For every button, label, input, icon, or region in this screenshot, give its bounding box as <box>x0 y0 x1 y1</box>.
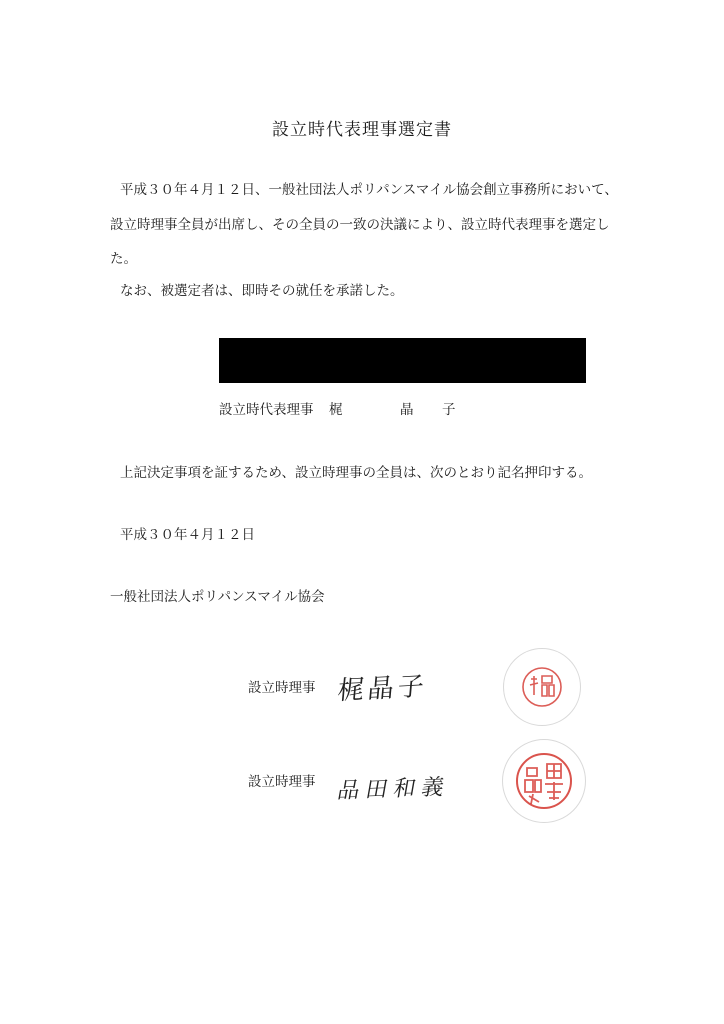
selected-name-given-1: 晶 <box>400 402 414 418</box>
document-title: 設立時代表理事選定書 <box>272 120 452 140</box>
seal-2 <box>502 739 586 823</box>
selected-name-given-2: 子 <box>442 402 456 418</box>
signatory-2-signature: 品田和義 <box>335 774 452 805</box>
redaction-bar <box>219 338 586 383</box>
document-date: 平成３０年４月１２日 <box>120 527 255 543</box>
certification-statement: 上記決定事項を証するため、設立時理事の全員は、次のとおり記名押印する。 <box>120 465 592 481</box>
paragraph-line-2: 設立時理事全員が出席し、その全員の一致の決議により、設立時代表理事を選定し <box>110 217 610 233</box>
selected-role: 設立時代表理事 <box>219 402 314 418</box>
seal-1-stamp-icon <box>504 649 580 725</box>
selected-name-family: 梶 <box>329 402 343 418</box>
acceptance-paragraph: なお、被選定者は、即時その就任を承諾した。 <box>120 283 404 299</box>
organization-name: 一般社団法人ポリパンスマイル協会 <box>110 589 325 605</box>
seal-2-stamp-icon <box>503 740 585 822</box>
seal-1 <box>503 648 581 726</box>
signatory-1-role: 設立時理事 <box>248 680 316 696</box>
signatory-1-signature: 梶晶子 <box>336 671 430 707</box>
paragraph-line-3: た。 <box>110 251 137 267</box>
signatory-2-role: 設立時理事 <box>248 774 316 790</box>
paragraph-line-1: 平成３０年４月１２日、一般社団法人ポリパンスマイル協会創立事務所において、 <box>120 182 618 198</box>
